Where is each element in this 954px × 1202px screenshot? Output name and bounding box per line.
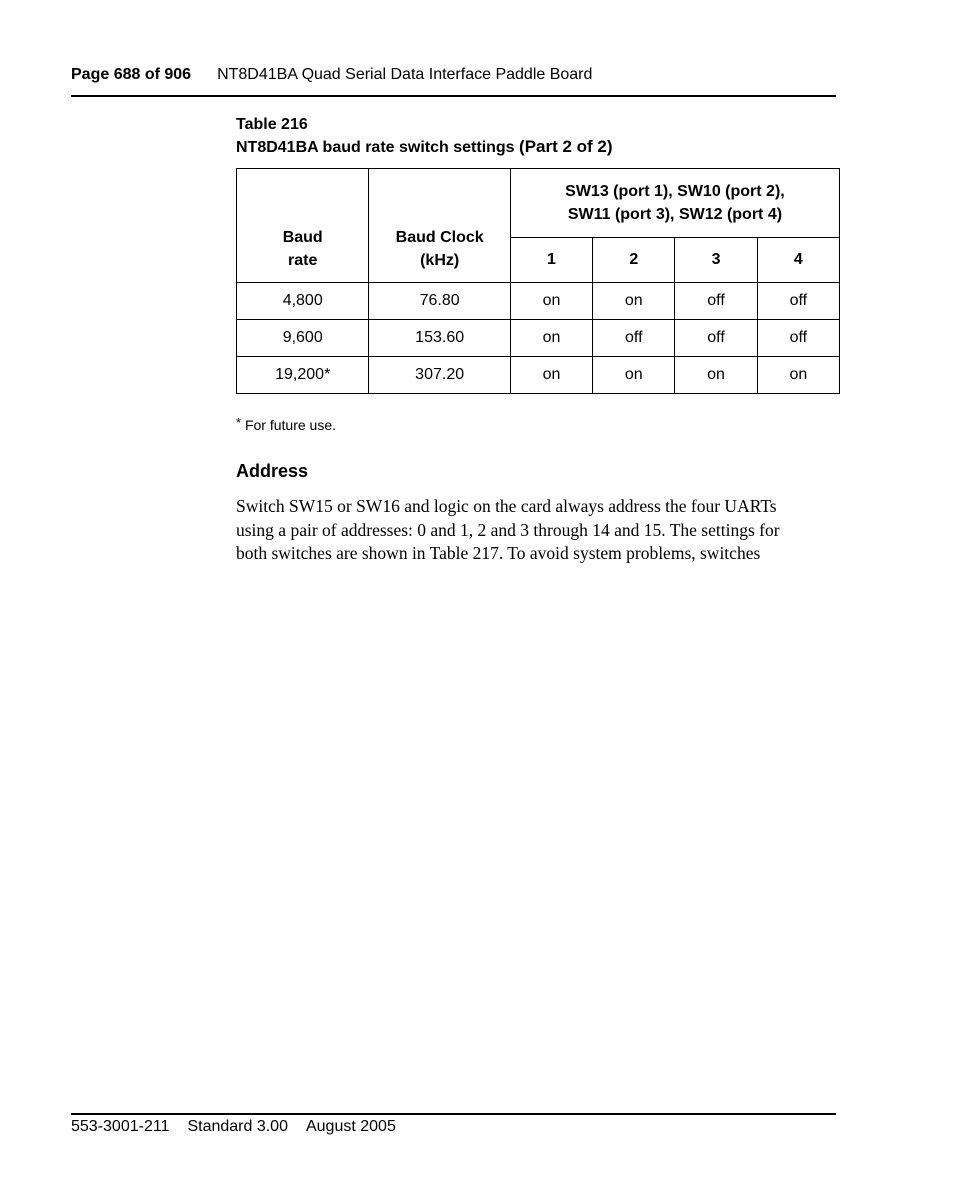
cell-switch-2: off <box>593 320 675 357</box>
cell-switch-2: on <box>593 283 675 320</box>
footer-standard: Standard 3.00 <box>187 1118 288 1135</box>
cell-switch-1: on <box>510 283 592 320</box>
footer-doc-number: 553-3001-211 <box>71 1118 170 1135</box>
paragraph-line: both switches are shown in Table 217. To avoid system problems, switches <box>236 543 761 563</box>
baud-rate-table <box>236 168 840 394</box>
cell-baud: 19,200* <box>237 357 369 394</box>
header-baud-rate: Baud rate <box>237 169 369 283</box>
cell-clock: 153.60 <box>369 320 510 357</box>
header-position-2: 2 <box>593 238 675 283</box>
cell-switch-2: on <box>593 357 675 394</box>
cell-switch-4: on <box>757 357 839 394</box>
footnote-text: For future use. <box>244 417 336 433</box>
cell-switch-4: off <box>757 320 839 357</box>
header-divider <box>71 95 836 97</box>
page-footer <box>71 1118 414 1136</box>
cell-baud: 4,800 <box>237 283 369 320</box>
header-position-1: 1 <box>510 238 592 283</box>
page-number: Page 688 of 906 <box>71 66 192 83</box>
cell-clock: 307.20 <box>369 357 510 394</box>
table-title <box>236 136 613 159</box>
document-title: NT8D41BA Quad Serial Data Interface Paddle Board <box>217 66 593 83</box>
table-part: (Part 2 of 2) <box>519 137 613 156</box>
header-switches: SW13 (port 1), SW10 (port 2), SW11 (port 3), SW12 (port 4) <box>510 169 839 238</box>
page-header <box>71 66 836 84</box>
table-caption <box>236 114 613 159</box>
section-heading: Address <box>236 461 309 481</box>
table-row <box>237 357 840 394</box>
cell-switch-3: off <box>675 320 757 357</box>
footer-divider <box>71 1113 836 1115</box>
cell-switch-1: on <box>510 320 592 357</box>
cell-clock: 76.80 <box>369 283 510 320</box>
table-row <box>237 320 840 357</box>
cell-switch-3: on <box>675 357 757 394</box>
cell-switch-4: off <box>757 283 839 320</box>
header-position-4: 4 <box>757 238 839 283</box>
paragraph-line: using a pair of addresses: 0 and 1, 2 and 3 through 14 and 15. The settings for <box>236 519 780 540</box>
paragraph-line: Switch SW15 or SW16 and logic on the card always address the four UARTs <box>236 496 777 516</box>
footnote-marker: * <box>236 415 242 430</box>
header-baud-clock: Baud Clock (kHz) <box>369 169 510 283</box>
body-paragraph <box>236 495 836 566</box>
cell-switch-3: off <box>675 283 757 320</box>
cell-baud: 9,600 <box>237 320 369 357</box>
table-number: Table 216 <box>236 116 308 133</box>
cell-switch-1: on <box>510 357 592 394</box>
header-position-3: 3 <box>675 238 757 283</box>
footer-date: August 2005 <box>305 1118 396 1135</box>
table-footnote <box>236 415 336 433</box>
table-row <box>237 283 840 320</box>
table-title-text: NT8D41BA baud rate switch settings <box>236 139 515 156</box>
